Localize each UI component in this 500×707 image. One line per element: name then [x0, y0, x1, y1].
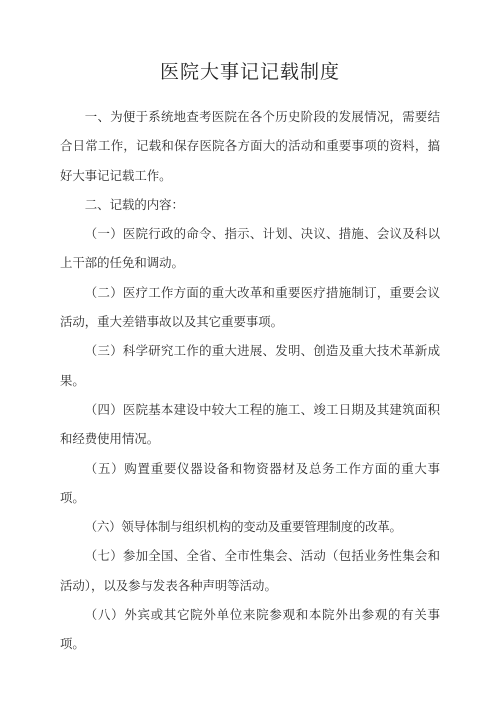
paragraph-3: （一）医院行政的命令、指示、计划、决议、措施、会议及科以上干部的任免和调动。: [60, 226, 440, 271]
paragraph-8: （六）领导体制与组织机构的变动及重要管理制度的改革。: [84, 519, 402, 535]
paragraph-2: 二、记载的内容：: [84, 196, 184, 212]
document-body: [60, 102, 440, 659]
paragraph-9: （七）参加全国、全省、全市性集会、活动（包括业务性集会和活动），以及参与发表各种声明等活动。: [60, 548, 440, 593]
paragraph-6: （四）医院基本建设中较大工程的施工、竣工日期及其建筑面积和经费使用情况。: [60, 401, 440, 447]
paragraph-4: （二）医疗工作方面的重大改革和重要医疗措施制订，重要会议活动，重大差错事故以及其它重要事项。: [60, 284, 440, 330]
paragraph-7: （五）购置重要仪器设备和物资器材及总务工作方面的重大事项。: [60, 460, 440, 505]
paragraph-10: （八）外宾或其它院外单位来院参观和本院外出参观的有关事项。: [60, 607, 440, 652]
paragraph-5: （三）科学研究工作的重大进展、发明、创造及重大技术革新成果。: [60, 343, 440, 388]
paragraph-1: 一、为便于系统地查考医院在各个历史阶段的发展情况，需要结合日常工作，记载和保存医院各方面大的活动和重要事项的资料，搞好大事记记载工作。: [60, 109, 440, 183]
document-title: 医院大事记记载制度: [159, 61, 340, 83]
